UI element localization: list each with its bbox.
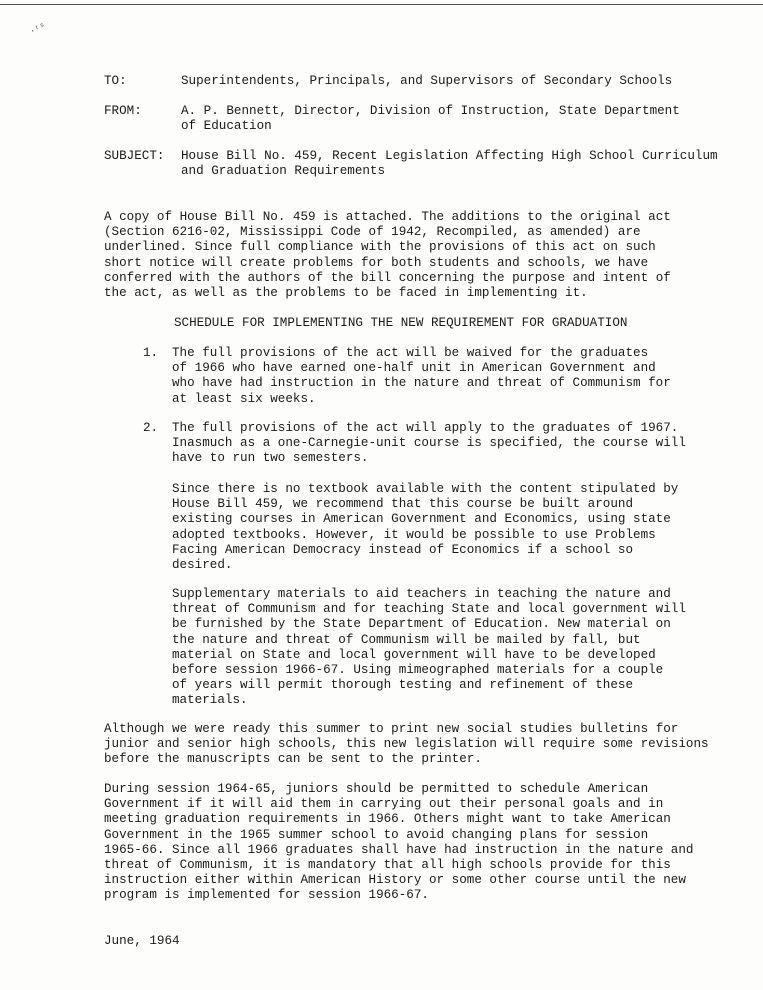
text-line: at least six weeks. <box>172 391 316 406</box>
text-line: meeting graduation requirements in 1966. Others might want to take American <box>104 812 671 827</box>
from-label: FROM: <box>104 104 142 118</box>
from-value <box>181 104 741 134</box>
text-line: During session 1964-65, juniors should be permitted to schedule American <box>104 782 649 796</box>
memo-date: June, 1964 <box>104 934 180 948</box>
from-line: A. P. Bennett, Director, Division of Instruction, State Department <box>181 104 680 118</box>
text-line: (Section 6216-02, Mississippi Code of 1942, Recompiled, as amended) are <box>104 225 641 240</box>
textbook-paragraph <box>172 482 732 573</box>
text-line: A copy of House Bill No. 459 is attached. The additions to the original act <box>104 210 671 224</box>
text-line: House Bill 459, we recommend that this course be built around <box>172 497 634 512</box>
text-line: Government if it will aid them in carrying out their personal goals and in <box>104 797 664 812</box>
item-number: 2. <box>143 421 159 435</box>
text-line: Inasmuch as a one-Carnegie-unit course is specified, the course will <box>172 436 686 451</box>
text-line: adopted textbooks. However, it would be possible to use Problems <box>172 527 656 542</box>
materials-paragraph <box>172 587 732 709</box>
text-line: the act, as well as the problems to be faced in implementing it. <box>104 286 588 301</box>
schedule-heading: SCHEDULE FOR IMPLEMENTING THE NEW REQUIREMENT FOR GRADUATION <box>174 316 628 330</box>
subject-value <box>181 149 741 179</box>
subject-line: House Bill No. 459, Recent Legislation Affecting High School Curriculum <box>181 149 718 163</box>
subject-label: SUBJECT: <box>104 149 165 163</box>
text-line: conferred with the authors of the bill concerning the purpose and intent of <box>104 270 671 285</box>
scan-mark: ·ʳˢ <box>28 21 48 38</box>
text-line: The full provisions of the act will apply to the graduates of 1967. <box>172 421 679 435</box>
text-line: underlined. Since full compliance with the provisions of this act on such <box>104 240 656 255</box>
item-text <box>172 346 702 407</box>
from-line: of Education <box>181 119 272 134</box>
text-line: Although we were ready this summer to print new social studies bulletins for <box>104 722 679 736</box>
text-line: Facing American Democracy instead of Economics if a school so <box>172 542 634 557</box>
text-line: be furnished by the State Department of Education. New material on <box>172 617 671 632</box>
text-line: program is implemented for session 1966-67. <box>104 888 429 903</box>
text-line: Supplementary materials to aid teachers in teaching the nature and <box>172 587 671 601</box>
item-number: 1. <box>143 346 159 360</box>
text-line: of years will permit thorough testing and refinement of these <box>172 678 634 693</box>
text-line: Government in the 1965 summer school to avoid changing plans for session <box>104 827 649 842</box>
text-line: short notice will create problems for both students and schools, we have <box>104 255 649 270</box>
to-value: Superintendents, Principals, and Supervisors of Secondary Schools <box>181 74 673 88</box>
intro-paragraph <box>104 210 671 301</box>
text-line: 1965-66. Since all 1966 graduates shall have had instruction in the nature and <box>104 842 694 857</box>
text-line: threat of Communism and for teaching State and local government will <box>172 602 686 617</box>
text-line: materials. <box>172 693 248 708</box>
text-line: Since there is no textbook available with the content stipulated by <box>172 482 679 496</box>
text-line: before the manuscripts can be sent to the printer. <box>104 752 482 767</box>
text-line: The full provisions of the act will be waived for the graduates <box>172 346 649 360</box>
text-line: the nature and threat of Communism will be mailed by fall, but <box>172 632 641 647</box>
bulletins-paragraph <box>104 722 709 768</box>
text-line: junior and senior high schools, this new legislation will require some revisions <box>104 737 709 752</box>
text-line: existing courses in American Government and Economics, using state <box>172 512 671 527</box>
text-line: who have had instruction in the nature and threat of Communism for <box>172 376 671 391</box>
text-line: instruction either within American History or some other course until the new <box>104 873 686 888</box>
item-text <box>172 421 702 467</box>
top-rule <box>0 4 763 5</box>
session-paragraph <box>104 782 693 904</box>
text-line: threat of Communism, it is mandatory that all high schools provide for this <box>104 858 671 873</box>
text-line: before session 1966-67. Using mimeographed materials for a couple <box>172 663 664 678</box>
subject-line: and Graduation Requirements <box>181 164 386 179</box>
text-line: desired. <box>172 558 233 573</box>
to-label: TO: <box>104 74 127 88</box>
text-line: material on State and local government will have to be developed <box>172 647 656 662</box>
text-line: have to run two semesters. <box>172 451 369 466</box>
text-line: of 1966 who have earned one-half unit in American Government and <box>172 361 656 376</box>
